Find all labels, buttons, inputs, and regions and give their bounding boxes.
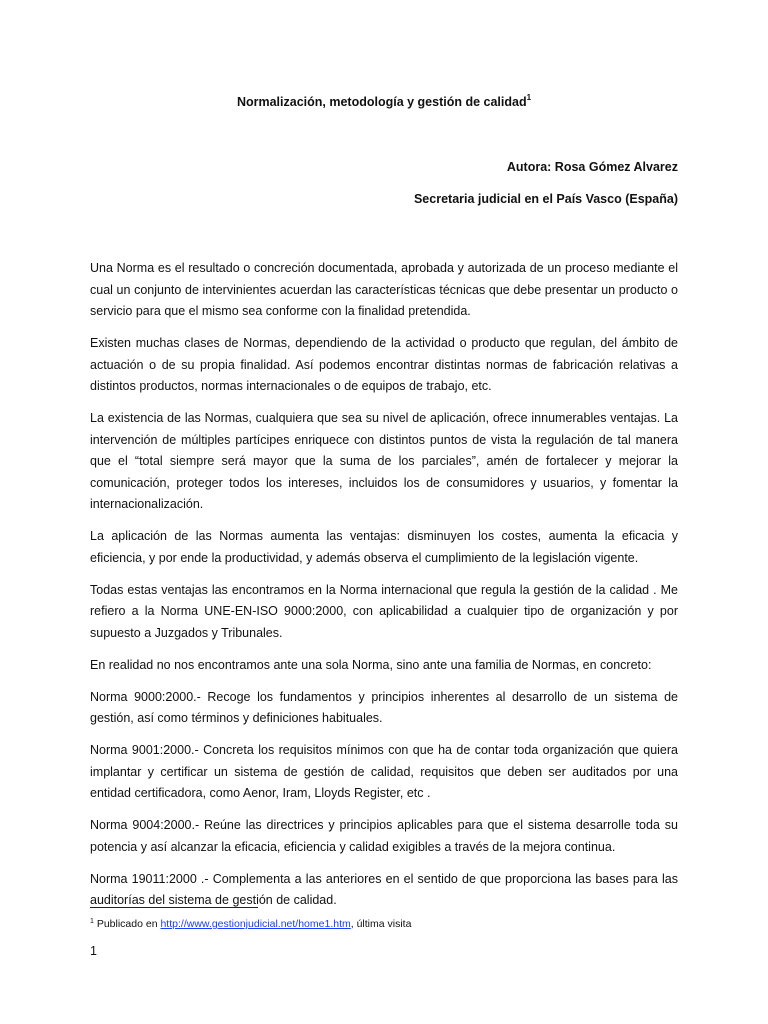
paragraph: Norma 19011:2000 .- Complementa a las anteriores en el sentido de que proporciona las bases para las auditorías del sistema de gestión de calidad. <box>90 871 678 907</box>
page-number: 1 <box>90 944 97 958</box>
author-line: Autora: Rosa Gómez Alvarez <box>506 160 678 174</box>
document-title <box>0 93 768 109</box>
paragraph: La aplicación de las Normas aumenta las ventajas: disminuyen los costes, aumenta la eficacia y eficiencia, y por ende la productividad, y además observa el cumplimiento de la legislación vigente. <box>90 529 678 565</box>
document-body <box>90 258 678 922</box>
title-footnote-mark[interactable]: 1 <box>526 93 532 102</box>
footnote-separator <box>90 907 258 908</box>
footnote-link[interactable]: http://www.gestionjudicial.net/home1.htm <box>160 918 351 930</box>
paragraph: La existencia de las Normas, cualquiera que sea su nivel de aplicación, ofrece innumerables ventajas. La intervención de múltiples partícipes enriquece con distintos puntos de vista la regulación de tal manera que el “total siempre será mayor que la suma de los parciales”, amén de fortalecer y mejorar la comunicación, proteger todos los intereses, incluidos los de consumidores y usuarios, y fomentar la internacionalización. <box>90 411 678 511</box>
footnote-prefix: Publicado en <box>93 918 161 930</box>
footnote-mark: 1 <box>90 918 94 925</box>
paragraph: Todas estas ventajas las encontramos en la Norma internacional que regula la gestión de la calidad . Me refiero a la Norma UNE-EN-ISO 9000:2000, con aplicabilidad a cualquier tipo de organización y por supuesto a Juzgados y Tribunales. <box>90 582 678 640</box>
paragraph: Norma 9001:2000.- Concreta los requisitos mínimos con que ha de contar toda organización que quiera implantar y certificar un sistema de gestión de calidad, requisitos que deben ser auditados por una entidad certificadora, como Aenor, Iram, Lloyds Register, etc . <box>90 743 678 800</box>
paragraph: Norma 9004:2000.- Reúne las directrices y principios aplicables para que el sistema desarrolle toda su potencia y así alcanzar la eficacia, eficiencia y calidad exigibles a través de la mejora continua. <box>90 818 678 854</box>
paragraph: Existen muchas clases de Normas, dependiendo de la actividad o producto que regulan, del ámbito de actuación o de su propia finalidad. Así podemos encontrar distintas normas de fabricación relativas a distintos productos, normas internacionales o de equipos de trabajo, etc. <box>90 336 678 393</box>
paragraph: Norma 9000:2000.- Recoge los fundamentos y principios inherentes al desarrollo de un sistema de gestión, así como términos y definiciones habituales. <box>90 689 678 725</box>
paragraph: En realidad no nos encontramos ante una sola Norma, sino ante una familia de Normas, en concreto: <box>90 657 652 672</box>
paragraph: Una Norma es el resultado o concreción documentada, aprobada y autorizada de un proceso mediante el cual un conjunto de intervinientes acuerdan las características técnicas que debe presentar un producto o servicio para que el mismo sea conforme con la finalidad pretendida. <box>90 261 678 318</box>
affiliation-line: Secretaria judicial en el País Vasco (España) <box>413 192 678 206</box>
footnote-suffix: , última visita <box>350 918 412 930</box>
footnote <box>90 914 411 932</box>
title-text: Normalización, metodología y gestión de calidad <box>236 95 527 109</box>
